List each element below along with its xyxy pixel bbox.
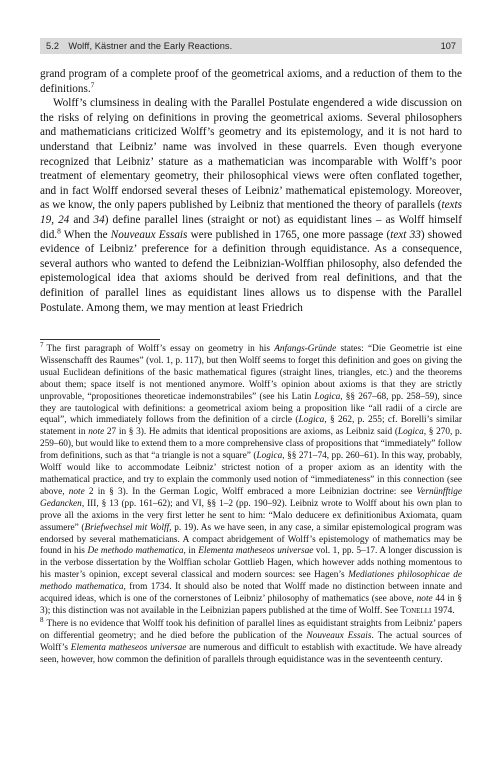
- footnote-separator: [40, 339, 160, 340]
- footnote-ref-7[interactable]: 7: [90, 79, 95, 89]
- running-head: [40, 38, 462, 54]
- main-text: [40, 67, 462, 315]
- footnote-ref-8[interactable]: 8: [57, 225, 61, 235]
- footnote-8: $^8$ There is no evidence that Wolff took his definition of parallel lines as equidistant straights from Leibniz’ papers on differential geometry; and he died before the publication of the Nouveaux Essais. The actual sources of Wolff’s Elementa matheseos universae are numerous and difficult to establish with exactitude. We have already seen, however, how common the definition of parallels through equidistance was in the seventeenth century.: [40, 615, 463, 665]
- paragraph-2: Wolff’s clumsiness in dealing with the Parallel Postulate engendered a wide discussion on the risks of relying on definitions in proving the geometrical axioms. Several philosophers and mathematicians criticized Wolff’s geometry and its epistemology, and it is not hard to understand that Leibniz’ name was involved in these quarrels. Even though everyone recognized that Leibniz’ stature as a mathematician was incomparable with Wolff’s poor treatment of elementary geometry, their philosophical views were often conflated together, and in fact Wolff endorsed several theses of Leibniz’ mathematical epistemology. Moreover, as we know, the only papers published by Leibniz that mentioned the theory of parallels (texts 19, 24 and 34) define parallel lines (straight or not) as equidistant lines – as Wolff himself did.$^8$ When the Nouveaux Essais were published in 1765, one more passage (text 33) showed evidence of Leibniz’ preference for a definition through equidistance. As a consequence, several authors who wanted to defend the Leibnizian-Wolffian philosophy, also defended the epistemological idea that axioms should be derived from real definitions, and that the definition of parallel lines as equidistant lines allows us to dispense with the Parallel Postulate. Among them, we may mention at least Friedrich: [40, 97, 463, 314]
- footnotes: [40, 340, 463, 666]
- paragraph-1: grand program of a complete proof of the geometrical axioms, and a reduction of them to the definitions.$^7$: [40, 68, 462, 95]
- section-title: 5.2 Wolff, Kästner and the Early Reactions.: [46, 41, 233, 51]
- footnote-7: $^7$ The first paragraph of Wolff’s essay on geometry in his Anfangs-Gründe states: “Die Geometrie ist eine Wissenschafft des Raumes” (vol. 1, p. 117), but then Wolff seems to forget this definition and goes on giving the usual Euclidean definitions of the basic mathematical figures (straight lines, triangles, etc.) and the theorems about them; space itself is not mentioned anymore. Wolff’s opinion about axioms is that they are strictly unprovable, “propositiones theoreticae indemonstrabiles” (see his Latin Logica, §§ 267–68, pp. 258–59), since they are tautological with definitions: a geometrical axiom being a proposition like “all radii of a circle are equal”, which immediately follows from the definition of a circle (Logica, § 262, p. 255; cf. Borelli’s similar statement in note 27 in § 3). He admits that identical propositions are axioms, as Leibniz said (Logica, § 270, p. 259–60), but would like to extend them to a more comprehensive class of propositions that “immediately” follow from definitions, such as that “a triangle is not a square” (Logica, §§ 271–74, pp. 260–61). In this way, probably, Wolff would like to accommodate Leibniz’ strictest notion of a proper axiom as an identity with the mathematical practice, and try to explain the commonly used notion of “immediateness” in this connection (see above, note 2 in § 3). In the German Logic, Wolff embraced a more Leibnizian doctrine: see Vernünfftige Gedancken, III, § 13 (pp. 161–62); and VI, §§ 1–2 (pp. 190–92). Leibniz wrote to Wolff about his own plan to prove all the axioms in the very first letter he sent to him: “Malo deducere ex definitionibus Axiomata, quam assumere” (Briefwechsel mit Wolff, p. 19). As we have seen, in any case, a similar epistemological program was endorsed by several mathematicians. A compact abridgement of Wolff’s epistemology of mathematics may be found in his De methodo mathematica, in Elementa matheseos universae vol. 1, pp. 5–17. A longer discussion is in the verbose dissertation by the Wolffian scholar Gottlieb Hagen, which however adds nothing momentous to his master’s opinion, except several classical and modern sources: see Hagen’s Mediationes philosophicae de methodo mathematica, from 1734. It should also be noted that Wolff made no distinction between innate and acquired ideas, which is one of the cornerstones of Leibniz’ philosophy of mathematics (see above, note 44 in § 3); this distinction was not available in the Leibnizian papers published at the time of Wolff. See Tonelli 1974.: [40, 340, 463, 616]
- page-number: 107: [440, 41, 456, 51]
